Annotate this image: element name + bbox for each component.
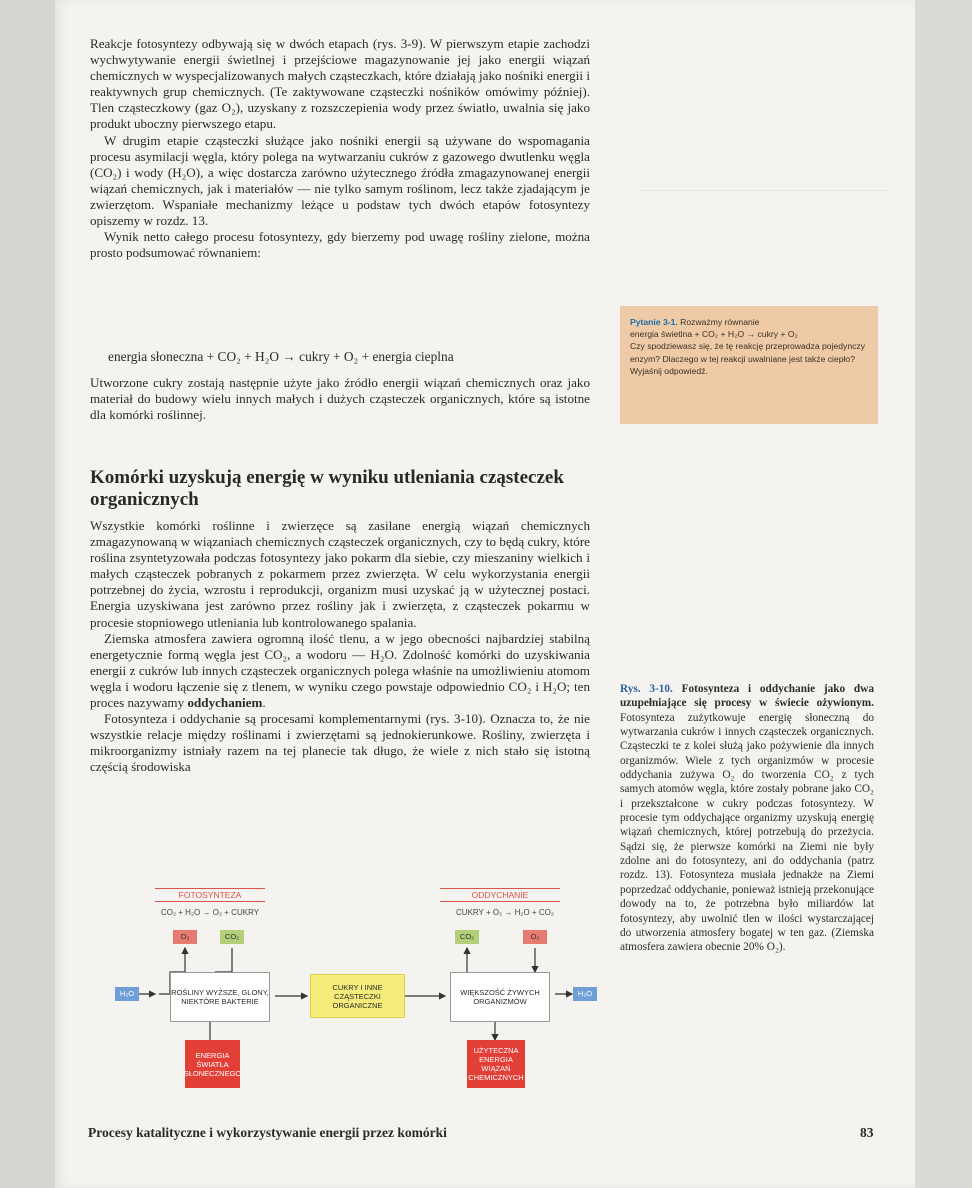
paragraph: Wynik netto całego procesu fotosyntezy, gdy bierzemy pod uwagę rośliny zielone, można prosto podsumować równaniem: [90,229,590,261]
figure-label: Rys. 3-10. [620,683,673,695]
paragraph-text: Ziemska atmosfera zawiera ogromną ilość tlenu, a w jego obecności najbardziej stabilną energetycznie formą węgla jest CO₂, a wodoru — H₂O. Zdolność komórki do uzyskiwania energii z cukrów lub innych cząsteczek organicznych polega właśnie na umożliwieniu atomom węgla i wodoru łączenie się z tlenem, w wyniku czego powstaje odpowiednio CO₂ i H₂O; ten proces nazywamy [90,630,590,711]
photosynthesis-respiration-diagram [115,880,595,1090]
paragraph: Reakcje fotosyntezy odbywają się w dwóch etapach (rys. 3-9). W pierwszym etapie zachodzi wychwytywanie energii świetlnej i przejściowe magazynowanie jej jako energii wiązań chemicznych w wyspecjalizowanych małych cząsteczkach, które działają jako nośniki energii i reaktywnych grup chemicznych. (Te zaktywowane cząsteczki nośników omówimy później). Tlen cząsteczkowy (gaz O₂), uzyskany z rozszczepienia wody przez światło, uwalnia się jako produkt uboczny pierwszego etapu. [90,36,590,132]
question-intro: Rozważmy równanie [680,317,760,327]
respiration-header: ODDYCHANIE [440,888,560,902]
photosynthesis-header: FOTOSYNTEZA [155,888,265,902]
oxygen-output: O₂ [173,930,197,944]
paragraph: Ziemska atmosfera zawiera ogromną ilość tlenu, a w jego obecności najbardziej stabilną energetycznie formą węgla jest CO₂, a wodoru — H₂O. Zdolność komórki do uzyskiwania energii z cukrów lub innych cząsteczek organicznych polega właśnie na umożliwieniu atomom węgla i wodoru łączenie się z tlenem, w wyniku czego powstaje odpowiednio CO₂ i H₂O; ten proces nazywamy oddychaniem. [90,630,590,711]
after-equation-text [90,375,590,423]
caption-title: Fotosynteza i oddychanie jako dwa uzupełniające się procesy w świecie ożywionym. [620,683,874,710]
paragraph: Wszystkie komórki roślinne i zwierzęce są zasilane energią wiązań chemicznych zmagazynowaną w wiązaniach chemicznych cząsteczek organicznych, czy to będą cukry, które roślina zsyntetyzowała podczas fotosyntezy jako pokarm dla siebie, czy mieszaniny wielkich i małych cząsteczek pobranych z pokarmem przez zwierzęta. W celu wykorzystania energii potrzebnej do życia, wzrostu i reprodukcji, organizm musi uzyskać ją w użytecznej postaci. Energia uzyskiwana jest zarówno przez rośliny jak i zwierzęta, z cząsteczek pokarmu w procesie stopniowego utleniania lub kontrolowanego spalania. [90,518,590,630]
figure-caption [620,682,874,955]
respiration-equation-label: CUKRY + O₂ → H₂O + CO₂ [456,908,554,917]
intro-text [90,36,590,261]
page-margin [915,0,972,1188]
carbon-dioxide-input: CO₂ [220,930,244,944]
solar-energy-box: ENERGIA ŚWIATŁA SŁONECZNEGO [185,1040,240,1088]
paragraph: Utworzone cukry zostają następnie użyte jako źródło energii wiązań chemicznych oraz jako materiał do budowy wielu innych małych i dużych cząsteczek organicznych, które są istotne dla komórki roślinnej. [90,375,590,423]
water-output: H₂O [573,987,597,1001]
page-number: 83 [860,1125,874,1140]
bold-term: oddychaniem [187,695,263,711]
water-input: H₂O [115,987,139,1001]
question-box [620,306,878,424]
oxygen-input: O₂ [523,930,547,944]
living-organisms-box: WIĘKSZOŚĆ ŻYWYCH ORGANIZMÓW [450,972,550,1022]
question-body: Czy spodziewasz się, że tę reakcję przeprowadza pojedynczy enzym? Dlaczego w tej reakcji uwalniane jest także ciepło? Wyjaśnij odpowiedź. [630,341,866,376]
paragraph: W drugim etapie cząsteczki służące jako nośniki energii są używane do wspomagania procesu asymilacji węgla, który polega na wytwarzaniu cukrów z gazowego dwutlenku węgla (CO₂) i wody (H₂O), a więc dostarcza zarówno użytecznego źródła zmagazynowanej energii wiązań chemicznych, jak i materiałów — nie tylko samym roślinom, lecz także zjadającym je zwierzętom. Wspaniałe mechanizmy leżące u podstaw tych dwóch etapów fotosyntezy opiszemy w rozdz. 13. [90,132,590,229]
question-equation: energia świetlna + CO₂ + H₂O → cukry + O₂ [630,329,798,340]
question-title: Pytanie 3-1. [630,317,678,327]
organic-molecules-box: CUKRY I INNE CZĄSTECZKI ORGANICZNE [310,974,405,1018]
section-text [90,518,590,776]
bleed-through [640,190,890,291]
useful-energy-box: UŻYTECZNA ENERGIA WIĄZAŃ CHEMICZNYCH [467,1040,525,1088]
plants-box: ROŚLINY WYŻSZE, GLONY, NIEKTÓRE BAKTERIE [170,972,270,1022]
caption-body: Fotosynteza zużytkowuje energię słoneczną do wytwarzania cukrów i innych cząsteczek organicznych. Cząsteczki te z kolei służą jako pożywienie dla innych organizmów. Wiele z tych organizmów w procesie oddychania zużywa O₂ do tworzenia CO₂ z tych samych atomów węgla, które zostały pobrane jako CO₂ i przekształcone w cukry podczas fotosyntezy. W procesie tym oddychające organizmy uzyskują energię wiązań chemicznych, której potrzebują do przeżycia. Sądzi się, że pierwsze komórki na Ziemi nie były zdolne ani do fotosyntezy, ani do oddychania (patrz rozdz. 13). Fotosynteza musiała jednakże na Ziemi poprzedzać oddychanie, ponieważ istnieją przekonujące dowody na to, że potrzebna było miliardów lat fotosyntezy, aby uwolnić tlen w ilości wystarczającej do utworzenia atmosfery bogatej w ten gaz. (Ziemska atmosfera zawiera obecnie 20% O₂). [620,711,874,954]
photosynthesis-equation-label: CO₂ + H₂O → O₂ + CUKRY [160,908,260,917]
paragraph: Fotosynteza i oddychanie są procesami komplementarnymi (rys. 3-10). Oznacza to, że nie wszystkie relacje między roślinami i zwierzętami są jednokierunkowe. Rośliny, zwierzęta i mikroorganizmy istniały razem na tej planecie tak długo, że wiele z nich stało się istotną częścią środowiska [90,711,590,775]
section-heading: Komórki uzyskują energię w wyniku utleniania cząsteczek organicznych [90,467,564,510]
carbon-dioxide-output: CO₂ [455,930,479,944]
photosynthesis-equation: energia słoneczna + CO₂ + H₂O → cukry + O₂ + energia cieplna [108,349,454,364]
running-footer: Procesy katalityczne i wykorzystywanie energii przez komórki [88,1125,447,1140]
